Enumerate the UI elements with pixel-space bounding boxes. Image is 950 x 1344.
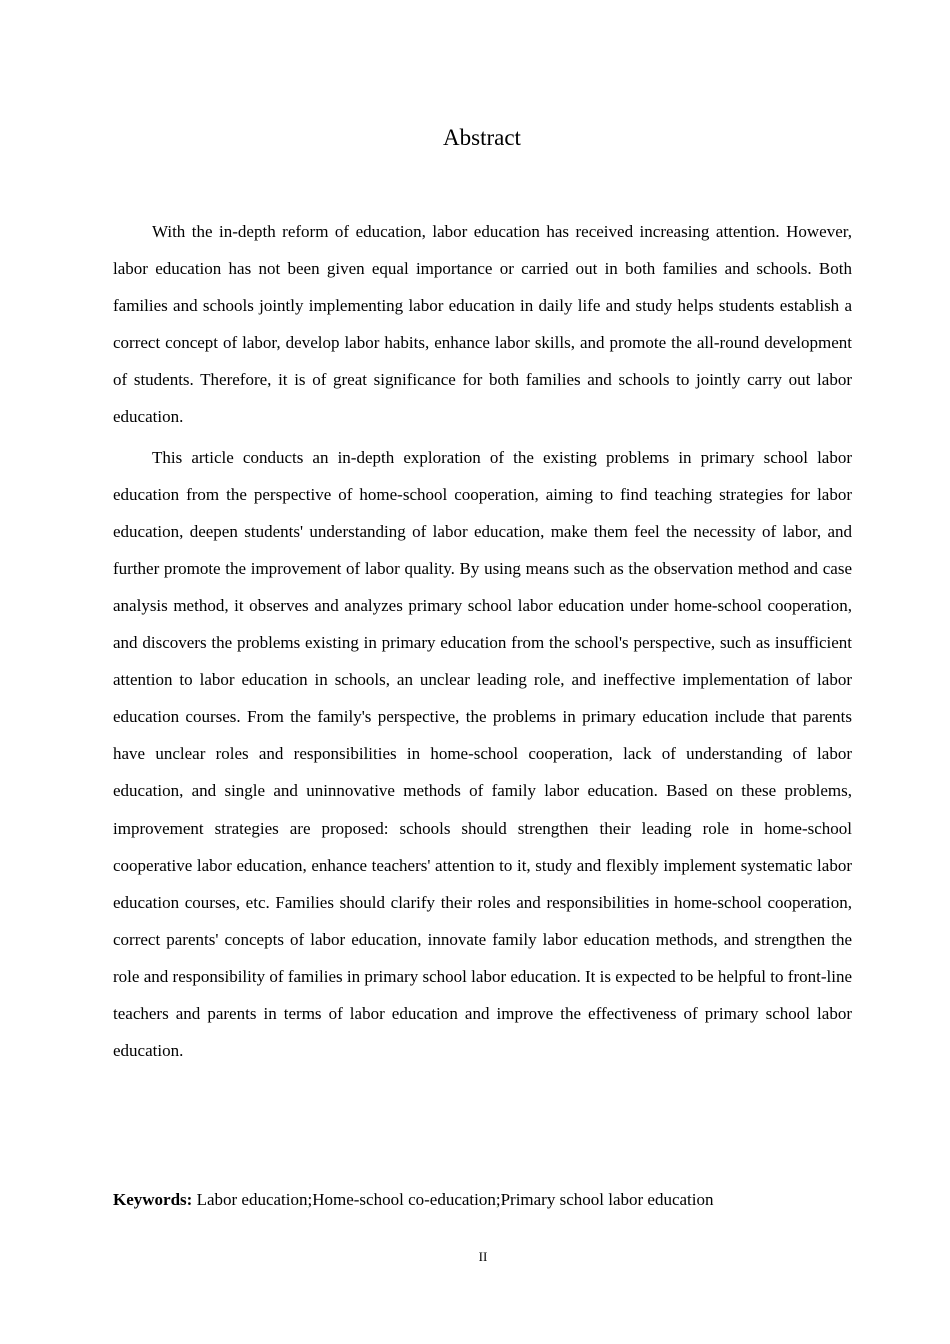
abstract-title: Abstract	[443, 125, 521, 150]
abstract-body	[113, 213, 852, 1069]
keywords-text: Labor education;Home-school co-education;Primary school labor education	[196, 1190, 714, 1209]
abstract-paragraph-2: This article conducts an in-depth exploration of the existing problems in primary school labor education from the perspective of home-school cooperation, aiming to find teaching strategies for labor education, deepen students' understanding of labor education, make them feel the necessity of labor, and further promote the improvement of labor quality. By using means such as the observation method and case analysis method, it observes and analyzes primary school labor education under home-school cooperation, and discovers the problems existing in primary education from the school's perspective, such as insufficient attention to labor education in schools, an unclear leading role, and ineffective implementation of labor education courses. From the family's perspective, the problems in primary education include that parents have unclear roles and responsibilities in home-school cooperation, lack of understanding of labor education, and single and uninnovative methods of family labor education. Based on these problems, improvement strategies are proposed: schools should strengthen their leading role in home-school cooperative labor education, enhance teachers' attention to it, study and flexibly implement systematic labor education courses, etc. Families should clarify their roles and responsibilities in home-school cooperation, correct parents' concepts of labor education, innovate family labor education methods, and strengthen the role and responsibility of families in primary school labor education. It is expected to be helpful to front-line teachers and parents in terms of labor education and improve the effectiveness of primary school labor education.	[113, 447, 852, 1061]
page-number: II	[478, 1249, 488, 1264]
abstract-paragraph-1: With the in-depth reform of education, labor education has received increasing attention. However, labor education has not been given equal importance or carried out in both families and schools. Both families and schools jointly implementing labor education in daily life and study helps students establish a correct concept of labor, develop labor habits, enhance labor skills, and promote the all-round development of students. Therefore, it is of great significance for both families and schools to jointly carry out labor education.	[113, 222, 852, 427]
keywords-line	[113, 1185, 873, 1215]
keywords-label: Keywords:	[113, 1190, 193, 1209]
